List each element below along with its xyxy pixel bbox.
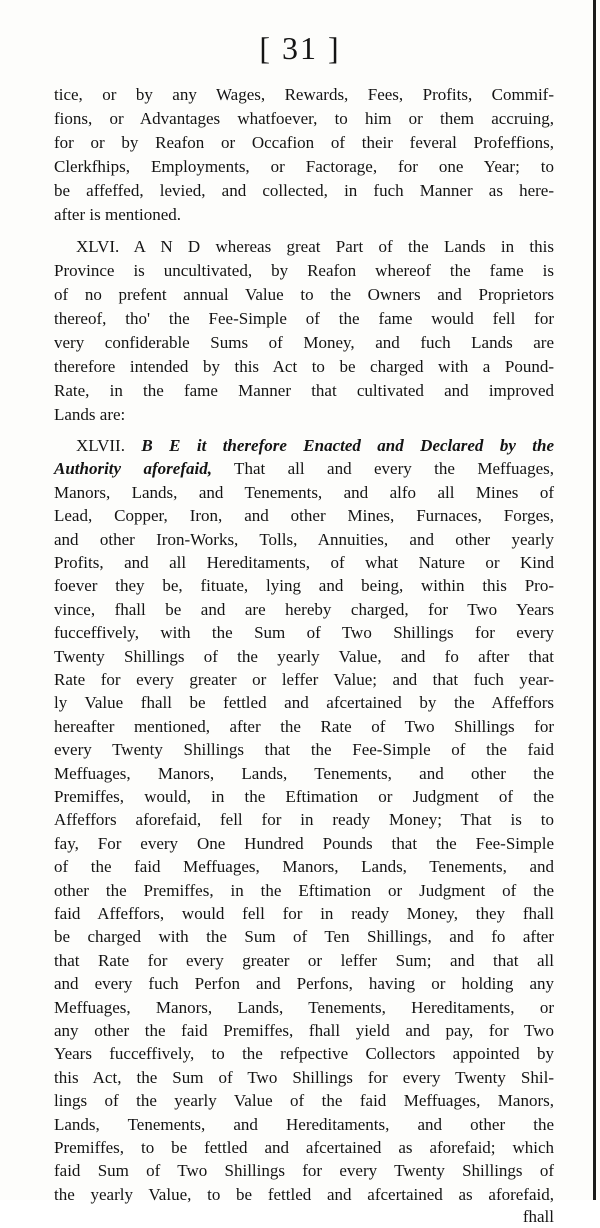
text-line: every Twenty Shillings that the Fee-Simple of the faid	[54, 740, 554, 759]
text-line: Meffuages, Manors, Lands, Tenements, Hereditaments, or	[54, 998, 554, 1017]
text-line	[76, 434, 554, 457]
text-line: Province is uncultivated, by Reafon whereof the fame is	[54, 261, 554, 280]
text-line: Affeffors aforefaid, fell for in ready Money; That is to	[54, 810, 554, 829]
text-line: fay, For every One Hundred Pounds that the Fee-Simple	[54, 834, 554, 853]
text-line: and every fuch Perfon and Perfons, having or holding any	[54, 974, 554, 993]
text-line: Years fucceffively, to the refpective Collectors appointed by	[54, 1044, 554, 1063]
text-line: Clerkfhips, Employments, or Factorage, for one Year; to	[54, 157, 554, 176]
text-line: Lands, Tenements, and Hereditaments, and other the	[54, 1115, 554, 1134]
text-line: Lands are:	[54, 405, 126, 424]
text-line: tice, or by any Wages, Rewards, Fees, Profits, Commif-	[54, 85, 554, 104]
text-line: faid Affeffors, would fell for in ready Money, they fhall	[54, 904, 554, 923]
text-line: faid Sum of Two Shillings for every Twenty Shillings of	[54, 1161, 554, 1180]
text-line: vince, fhall be and are hereby charged, for Two Years	[54, 600, 554, 619]
text-line: ly Value fhall be fettled and afcertained by the Affeffors	[54, 693, 554, 712]
text-line: the yearly Value, to be fettled and afcertained as aforefaid,	[54, 1185, 554, 1204]
text-line: of no prefent annual Value to the Owners and Proprietors	[54, 285, 554, 304]
catchword: fhall	[522, 1207, 554, 1226]
text-line: of the faid Meffuages, Manors, Lands, Tenements, and	[54, 857, 554, 876]
text-line: Rate for every greater or leffer Value; and that fuch year-	[54, 670, 554, 689]
text-line: Authority aforefaid, That all and every the Meffuages,	[54, 459, 554, 478]
text-line: for or by Reafon or Occafion of their feveral Profeffions,	[54, 133, 554, 152]
page-edge-rule	[593, 0, 596, 1200]
enacting-clause: B E it therefore Enacted and Declared by the	[141, 436, 554, 455]
text-line: Meffuages, Manors, Lands, Tenements, and other the	[54, 764, 554, 783]
text-line: thereof, tho' the Fee-Simple of the fame would fell for	[54, 309, 554, 328]
text-line: hereafter mentioned, after the Rate of Two Shillings for	[54, 717, 554, 736]
enacting-clause-cont: Authority aforefaid,	[54, 459, 212, 478]
text-line: that Rate for every greater or leffer Sum; and that all	[54, 951, 554, 970]
text-line: be affeffed, levied, and collected, in fuch Manner as here-	[54, 181, 554, 200]
section-number: XLVII.	[76, 436, 125, 455]
text-line: lings of the yearly Value of the faid Meffuages, Manors,	[54, 1091, 554, 1110]
text-line: foever they be, fituate, lying and being, within this Pro-	[54, 576, 554, 595]
text-line: Manors, Lands, and Tenements, and alfo all Mines of	[54, 483, 554, 502]
text-line: Rate, in the fame Manner that cultivated and improved	[54, 381, 554, 400]
text-line: Premiffes, to be fettled and afcertained as aforefaid; which	[54, 1138, 554, 1157]
text-line: be charged with the Sum of Ten Shillings, and fo after	[54, 927, 554, 946]
text-line: and other Iron-Works, Tolls, Annuities, and other yearly	[54, 530, 554, 549]
text-line: this Act, the Sum of Two Shillings for every Twenty Shil-	[54, 1068, 554, 1087]
text-line: fucceffively, with the Sum of Two Shillings for every	[54, 623, 554, 642]
text-line: therefore intended by this Act to be charged with a Pound-	[54, 357, 554, 376]
text-line: XLVI. A N D whereas great Part of the Lands in this	[76, 237, 554, 256]
text-line: very confiderable Sums of Money, and fuch Lands are	[54, 333, 554, 352]
text-line: any other the faid Premiffes, fhall yield and pay, for Two	[54, 1021, 554, 1040]
text-line: Premiffes, would, in the Eftimation or Judgment of the	[54, 787, 554, 806]
text-line: other the Premiffes, in the Eftimation or Judgment of the	[54, 881, 554, 900]
text-line: Profits, and all Hereditaments, of what Nature or Kind	[54, 553, 554, 572]
page-number: [ 31 ]	[259, 30, 341, 66]
text-line: after is mentioned.	[54, 205, 181, 224]
text-line: Lead, Copper, Iron, and other Mines, Furnaces, Forges,	[54, 506, 554, 525]
text-line: fions, or Advantages whatfoever, to him or them accruing,	[54, 109, 554, 128]
text-line: Twenty Shillings of the yearly Value, and fo after that	[54, 647, 554, 666]
